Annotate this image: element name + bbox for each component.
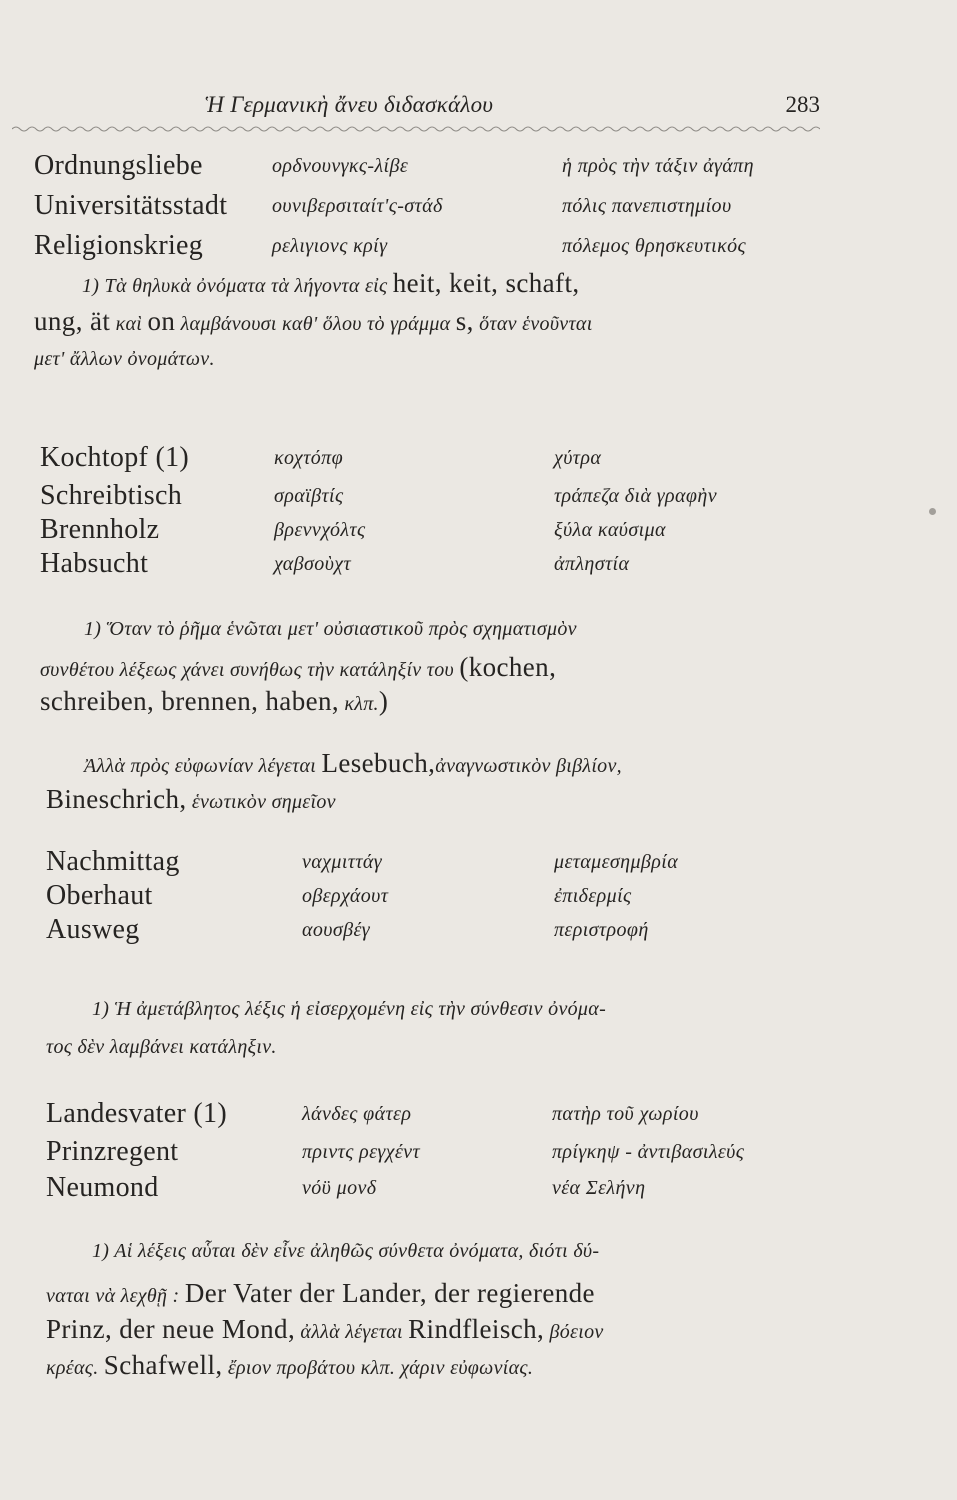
pronunciation: αουσβέγ	[302, 919, 371, 941]
pronunciation: νόϋ μονδ	[302, 1177, 377, 1199]
german-letter: s,	[455, 306, 474, 336]
german-word: Universitätsstadt	[34, 190, 228, 221]
vocab-row	[46, 1172, 826, 1210]
footnote-text: 1) Αἱ λέξεις αὗται δὲν εἶνε ἀληθῶς σύνθετα ὀνόματα, διότι δύ-	[92, 1240, 600, 1262]
greek-translation: πόλεμος θρησκευτικός	[562, 235, 747, 257]
footnote-text: λαμβάνουσι καθ' ὅλου τὸ γράμμα	[175, 313, 456, 335]
vocab-row	[46, 1136, 826, 1174]
pronunciation: κοχτόπφ	[274, 447, 344, 469]
pronunciation: ναχμιττάγ	[302, 851, 383, 873]
footnote-text: 1) Ὅταν τὸ ῥῆμα ἑνῶται μετ' οὐσιαστικοῦ πρὸς σχηματισμὸν	[84, 618, 577, 640]
footnote-text: ναται νὰ λεχθῇ :	[46, 1285, 185, 1307]
footnote-line	[46, 1314, 604, 1345]
footnote-line	[92, 1240, 599, 1263]
german-suffix: on	[147, 306, 176, 336]
greek-translation: νέα Σελήνη	[552, 1177, 646, 1199]
pronunciation: οβερχάουτ	[302, 885, 389, 907]
german-word: Ausweg	[46, 914, 140, 945]
greek-translation: ξύλα καύσιμα	[554, 519, 666, 541]
footnote-text: κρέας.	[46, 1357, 104, 1379]
footnote-line	[46, 1036, 277, 1059]
wavy-rule	[12, 124, 820, 134]
vocab-row	[46, 846, 826, 884]
pronunciation: ρελιγιονς κρίγ	[272, 235, 388, 257]
footnote-line	[46, 1350, 533, 1381]
german-phrase: Der Vater der Lander, der regierende	[184, 1278, 595, 1308]
footnote-line	[40, 652, 556, 683]
footnote-text: Ἀλλὰ πρὸς εὐφωνίαν λέγεται	[84, 755, 322, 777]
footnote-text: ὅταν ἑνοῦνται	[473, 313, 593, 335]
pronunciation: χαβσοὺχτ	[274, 553, 352, 575]
closing-paren: )	[378, 686, 389, 716]
footnote-line	[92, 998, 606, 1021]
footnote-line	[34, 348, 215, 371]
vocab-row	[46, 1098, 826, 1136]
running-header	[205, 92, 820, 128]
greek-translation: πρίγκηψ - ἀντιβασιλεύς	[552, 1141, 745, 1163]
greek-translation: τράπεζα διὰ γραφὴν	[554, 485, 718, 507]
german-word: Rindfleisch,	[408, 1314, 545, 1344]
pronunciation: πριντς ρεγχέντ	[302, 1141, 421, 1163]
german-word: Nachmittag	[46, 846, 180, 877]
footnote-text: κλπ.	[339, 693, 379, 715]
pronunciation: βρεννχόλτς	[274, 519, 366, 541]
ink-speck	[929, 508, 936, 515]
german-suffix: ung, ät	[34, 306, 111, 336]
german-word: Schafwell,	[103, 1350, 223, 1380]
greek-translation: ἡ πρὸς τὴν τάξιν ἀγάπη	[562, 155, 754, 177]
german-word: Religionskrieg	[34, 230, 204, 261]
vocab-row	[46, 880, 826, 918]
footnote-line	[82, 268, 580, 299]
vocab-row	[40, 548, 820, 586]
greek-translation: περιστροφή	[554, 919, 649, 941]
german-word: Oberhaut	[46, 880, 153, 911]
greek-translation: ἀπληστία	[554, 553, 630, 575]
greek-translation: χύτρα	[554, 447, 602, 469]
german-word: Habsucht	[40, 548, 149, 579]
greek-translation: μεταμεσημβρία	[554, 851, 679, 873]
footnote-text: συνθέτου λέξεως χάνει συνήθως τὴν κατάληξίν του	[40, 659, 460, 681]
vocab-row	[40, 480, 820, 518]
footnote-text: ἔριον προβάτου κλπ. χάριν εὐφωνίας.	[222, 1357, 534, 1379]
page-number: 283	[785, 92, 820, 117]
german-verbs: schreiben, brennen, haben,	[40, 686, 340, 716]
footnote-line	[84, 618, 577, 641]
footnote-text: καὶ	[110, 313, 148, 335]
vocab-row	[34, 230, 824, 268]
vocab-row	[40, 514, 820, 552]
german-word: Lesebuch,	[321, 748, 436, 778]
german-word: Prinzregent	[46, 1136, 179, 1167]
vocab-row	[40, 442, 820, 480]
running-title: Ἡ Γερμανικὴ ἄνευ διδασκάλου	[205, 92, 494, 117]
vocab-row	[46, 914, 826, 952]
german-word: Schreibtisch	[40, 480, 183, 511]
german-word: Ordnungsliebe	[34, 150, 203, 181]
vocab-row	[34, 150, 824, 188]
greek-translation: ἐπιδερμίς	[554, 885, 632, 907]
footnote-text: τος δὲν λαμβάνει κατάληξιν.	[46, 1036, 277, 1058]
footnote-text: βόειον	[544, 1321, 604, 1343]
german-word: Brennholz	[40, 514, 160, 545]
footnote-text: ἑνωτικὸν σημεῖον	[186, 791, 336, 813]
footnote-text: μετ' ἄλλων ὀνομάτων.	[34, 348, 215, 370]
greek-translation: πόλις πανεπιστημίου	[562, 195, 732, 217]
pronunciation: ουνιβερσιταίτ'ς-στάδ	[272, 195, 443, 217]
pronunciation: σραϊβτίς	[274, 485, 344, 507]
footnote-line	[46, 784, 336, 815]
pronunciation: ορδνουνγκς-λίβε	[272, 155, 409, 177]
german-phrase: Prinz, der neue Mond,	[46, 1314, 296, 1344]
footnote-text: ἀναγνωστικὸν βιβλίον,	[435, 755, 622, 777]
german-word: Kochtopf (1)	[40, 442, 190, 473]
footnote-text: 1) Τὰ θηλυκὰ ὀνόματα τὰ λήγοντα εἰς	[82, 275, 393, 297]
german-suffixes: heit, keit, schaft,	[392, 268, 580, 298]
footnote-line	[40, 686, 388, 717]
footnote-line	[34, 306, 593, 337]
footnote-text: ἀλλὰ λέγεται	[295, 1321, 409, 1343]
greek-translation: πατὴρ τοῦ χωρίου	[552, 1103, 699, 1125]
german-word: Bineschrich,	[46, 784, 187, 814]
pronunciation: λάνδες φάτερ	[302, 1103, 412, 1125]
footnote-line	[46, 1278, 595, 1309]
footnote-text: 1) Ἡ ἀμετάβλητος λέξις ἡ εἰσερχομένη εἰς τὴν σύνθεσιν ὀνόμα-	[92, 998, 607, 1020]
footnote-line	[84, 748, 622, 779]
german-verb: (kochen,	[459, 652, 557, 682]
german-word: Landesvater (1)	[46, 1098, 227, 1129]
vocab-row	[34, 190, 824, 228]
german-word: Neumond	[46, 1172, 159, 1203]
